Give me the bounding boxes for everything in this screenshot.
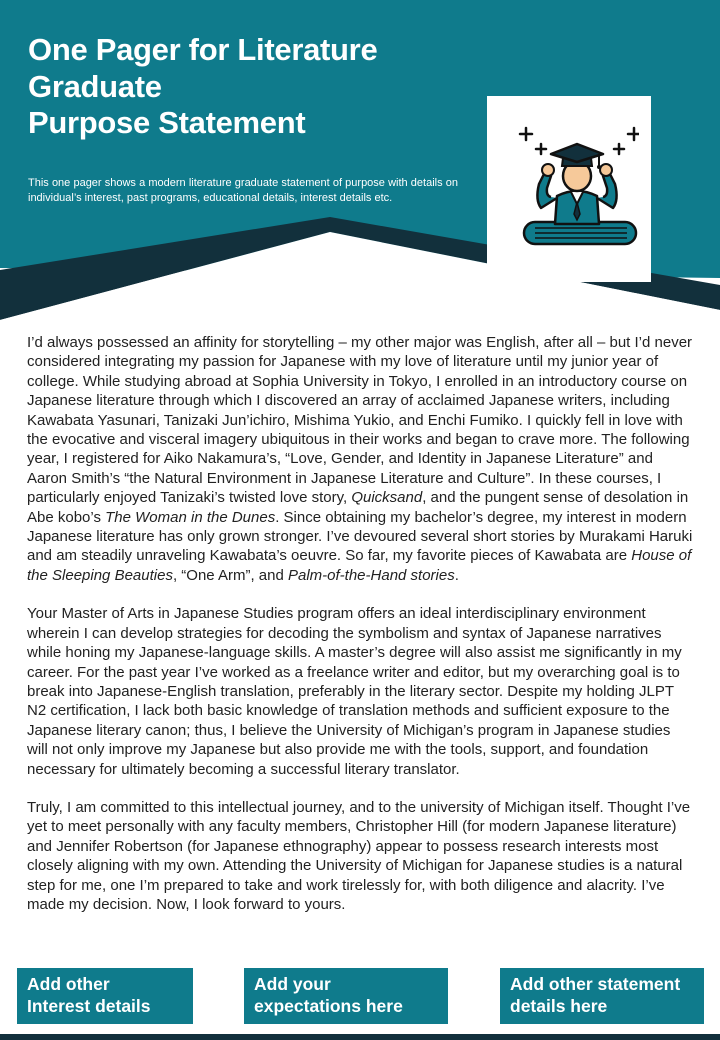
card-1-line-2: Interest details bbox=[27, 996, 151, 1016]
title-line-1: One Pager for Literature bbox=[28, 32, 378, 67]
card-2-line-2: expectations here bbox=[254, 996, 403, 1016]
p1-title-palm-of-hand: Palm-of-the-Hand stories bbox=[288, 566, 455, 584]
statement-body bbox=[27, 333, 693, 933]
card-1-line-1: Add other bbox=[27, 974, 110, 994]
graduate-icon bbox=[515, 124, 639, 254]
detail-cards bbox=[17, 968, 704, 1024]
paragraph-2: Your Master of Arts in Japanese Studies program offers an ideal interdisciplinary environment wherein I can develop strategies for decoding the symbolism and syntax of Japanese narratives while honing my Japanese-language skills. A master’s degree will also assist me significantly in my career. For the past year I’ve worked as a freelance writer and editor, but my overarching goal is to break into Japanese-English translation, preferably in the literary sector. Despite my holding JLPT N2 certification, I lack both basic knowledge of translation methods and sufficient exposure to the Japanese literary canon; thus, I believe the University of Michigan’s program in Japanese studies will not only improve my Japanese but also provide me with the tools, support, and foundation necessary for ultimately becoming a successful literary translator. bbox=[27, 605, 682, 778]
title-line-3: Purpose Statement bbox=[28, 105, 306, 141]
p1-text-4: , “One Arm”, and bbox=[172, 566, 288, 584]
p1-text-1: I’d always possessed an affinity for storytelling – my other major was English, after all – but I’d never considered integrating my passion for Japanese with my love of literature until my junior year of college. While studying abroad at Sophia University in Tokyo, I enrolled in an introductory course on Japanese literature through which I discovered an array of acclaimed Japanese writers, including Kawabata Yasunari, Tanizaki Jun’ichiro, Mishima Yukio, and Enchi Fumiko. I quickly fell in love with the evocative and visceral imagery ubiquitous in their works and began to crave more. The following year, I registered for Aiko Nakamura’s, “Love, Gender, and Identity in Japanese Literature” and Aaron Smith’s “the Natural Environment in Japanese Literature and Culture”. In these courses, I particularly enjoyed Tanizaki’s twisted love story, bbox=[27, 334, 693, 507]
page-subtitle: This one pager shows a modern literature graduate statement of purpose with details on individual’s interest, past programs, educational details, interest details etc. bbox=[28, 177, 458, 204]
p1-title-quicksand: Quicksand bbox=[351, 489, 423, 507]
icon-card bbox=[487, 96, 651, 282]
paragraph-1 bbox=[27, 333, 693, 585]
title-line-2: Graduate bbox=[28, 68, 162, 104]
card-interest-details bbox=[17, 968, 193, 1024]
card-3-line-2: details here bbox=[510, 996, 608, 1016]
p1-text-3: . Since obtaining my bachelor’s degree, my interest in modern Japanese literature has only grown stronger. I’ve devoured several short stories by Murakami Haruki and am steadily unraveling Kawabata’s oeuvre. So far, my favorite pieces of Kawabata are bbox=[27, 508, 693, 565]
footer-bar bbox=[0, 1034, 720, 1040]
paragraph-3: Truly, I am committed to this intellectual journey, and to the university of Michigan itself. Thought I’ve yet to meet personally with any faculty members, Christopher Hill (for modern Japanese literature) and Jennifer Robertson (for Japanese ethnography) appear to possess research interests most closely aligning with my own. Attending the University of Michigan for Japanese studies is a natural step for me, one I’m prepared to take and work tirelessly for, with both diligence and alacrity. I’ve made my decision. Now, I look forward to yours. bbox=[27, 798, 691, 913]
p1-text-5: . bbox=[454, 566, 459, 584]
card-3-line-1: Add other statement bbox=[510, 974, 681, 994]
card-statement-details bbox=[500, 968, 704, 1024]
card-expectations bbox=[244, 968, 448, 1024]
card-2-line-1: Add your bbox=[254, 974, 331, 994]
p1-title-sleeping-beauties: House of the Sleeping Beauties bbox=[27, 547, 692, 584]
p1-text-2: , and the pungent sense of desolation in Abe kobo’s bbox=[27, 489, 689, 526]
page-title bbox=[28, 32, 377, 142]
p1-title-woman-in-dunes: The Woman in the Dunes bbox=[105, 508, 276, 526]
